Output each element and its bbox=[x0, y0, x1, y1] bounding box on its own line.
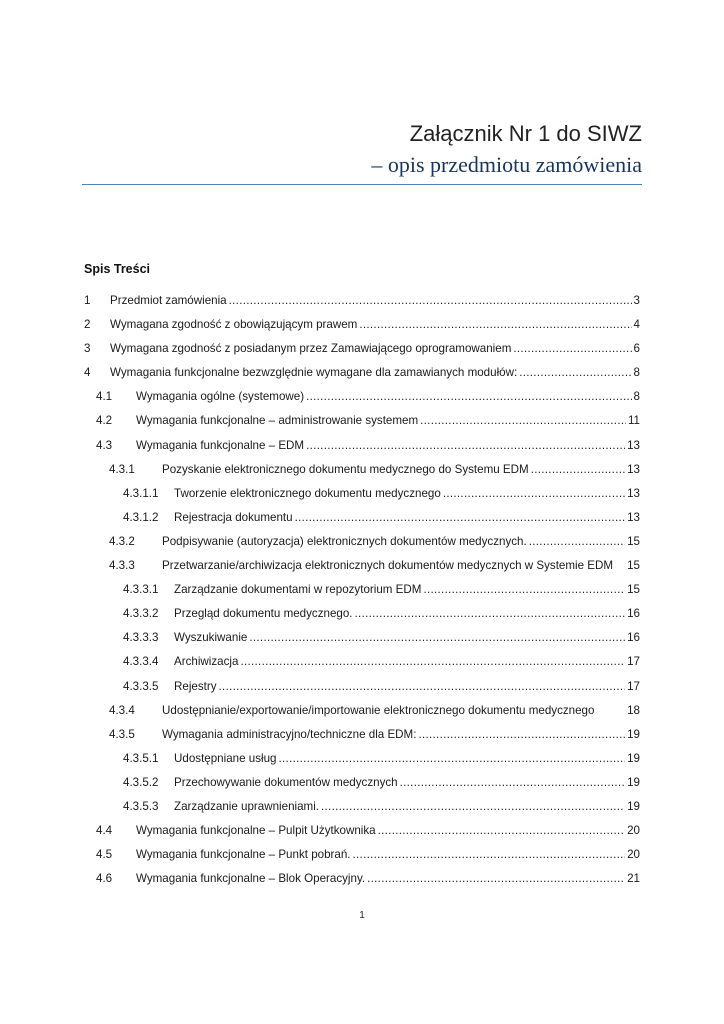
toc-entry-label: Wymagania funkcjonalne bezwzględnie wymagane dla zamawianych modułów: bbox=[110, 366, 518, 380]
toc-entry-number: 4.3.5.2 bbox=[123, 775, 159, 789]
toc-entry-label: Wymagania funkcjonalne – EDM bbox=[136, 438, 305, 452]
toc-entry[interactable] bbox=[84, 342, 640, 366]
toc-leader-dots bbox=[321, 800, 625, 813]
toc-entry-label: Wymagana zgodność z posiadanym przez Zamawiającego oprogramowaniem bbox=[110, 342, 512, 356]
toc-entry[interactable] bbox=[84, 487, 640, 511]
toc-entry-label: Tworzenie elektronicznego dokumentu medycznego bbox=[174, 486, 441, 500]
toc-entry-label: Rejestracja dokumentu bbox=[174, 510, 293, 524]
toc-entry-label: Wymagania ogólne (systemowe) bbox=[136, 390, 305, 404]
toc-leader-dots bbox=[306, 390, 631, 403]
toc-entry-label: Zarządzanie dokumentami w repozytorium EDM bbox=[174, 583, 422, 597]
toc-entry-page: 6 bbox=[633, 342, 640, 356]
toc-entry[interactable] bbox=[84, 366, 640, 390]
toc-entry-label: Archiwizacja bbox=[174, 655, 239, 669]
toc-leader-dots bbox=[359, 318, 631, 331]
toc-entry-number: 4 bbox=[84, 366, 91, 380]
toc-entry-page: 17 bbox=[627, 679, 640, 693]
toc-entry-label: Przetwarzanie/archiwizacja elektronicznych dokumentów medycznych w Systemie EDM bbox=[162, 559, 614, 573]
page-number: 1 bbox=[359, 910, 365, 921]
toc-entry-number: 4.3 bbox=[96, 438, 113, 452]
toc-leader-dots bbox=[353, 848, 626, 861]
toc-entry[interactable] bbox=[84, 294, 640, 318]
toc-leader-dots bbox=[219, 680, 626, 693]
toc-entry[interactable] bbox=[84, 463, 640, 487]
toc-entry[interactable] bbox=[84, 680, 640, 704]
toc-leader-dots bbox=[519, 366, 631, 379]
toc-entry[interactable] bbox=[84, 848, 640, 872]
toc-entry-number: 4.3.4 bbox=[109, 703, 135, 717]
toc-entry[interactable] bbox=[84, 728, 640, 752]
toc-leader-dots bbox=[529, 535, 625, 548]
toc-entry[interactable] bbox=[84, 607, 640, 631]
toc-entry-page: 20 bbox=[627, 824, 640, 838]
toc-entry-number: 4.6 bbox=[96, 872, 113, 886]
toc-entry-number: 4.5 bbox=[96, 848, 113, 862]
header-divider bbox=[82, 184, 642, 185]
toc-entry-page: 19 bbox=[627, 775, 640, 789]
toc-entry-label: Udostępniane usług bbox=[174, 751, 277, 765]
toc-entry-number: 4.3.5.3 bbox=[123, 799, 159, 813]
toc-leader-dots bbox=[531, 463, 625, 476]
document-subtitle: – opis przedmiotu zamówienia bbox=[371, 152, 642, 177]
toc-entry-number: 4.4 bbox=[96, 824, 113, 838]
toc-entry[interactable] bbox=[84, 390, 640, 414]
toc-entry-label: Przedmiot zamówienia bbox=[110, 294, 227, 307]
toc-entry-page: 18 bbox=[627, 703, 640, 717]
document-title: Załącznik Nr 1 do SIWZ bbox=[409, 121, 642, 146]
toc-entry-label: Przechowywanie dokumentów medycznych bbox=[174, 775, 398, 789]
toc-entry-number: 4.3.3 bbox=[109, 559, 135, 573]
toc-entry-number: 4.3.1.1 bbox=[123, 486, 159, 500]
toc-entry-number: 1 bbox=[84, 294, 91, 307]
toc-entry-label: Wymagania funkcjonalne – Blok Operacyjny. bbox=[136, 872, 366, 886]
toc-entry-page: 21 bbox=[627, 872, 640, 886]
toc-leader-dots bbox=[420, 414, 626, 427]
toc-entry-page: 13 bbox=[627, 462, 640, 476]
toc-entry-label: Wymagania administracyjno/techniczne dla EDM: bbox=[162, 727, 417, 741]
toc-entry[interactable] bbox=[84, 655, 640, 679]
toc-entry-page: 17 bbox=[627, 655, 640, 669]
toc-entry-page: 8 bbox=[633, 390, 640, 404]
toc-entry[interactable] bbox=[84, 559, 640, 583]
toc-leader-dots bbox=[443, 487, 625, 500]
toc-entry-page: 19 bbox=[627, 799, 640, 813]
toc-leader-dots bbox=[355, 607, 626, 620]
toc-entry[interactable] bbox=[84, 752, 640, 776]
toc-leader-dots bbox=[279, 752, 626, 765]
toc-leader-dots bbox=[367, 872, 625, 885]
toc-entry-number: 4.3.3.4 bbox=[123, 655, 159, 669]
toc-entry-page: 13 bbox=[627, 438, 640, 452]
toc-entry-label: Zarządzanie uprawnieniami. bbox=[174, 799, 319, 813]
toc-entry-page: 11 bbox=[627, 414, 640, 428]
toc-entry-page: 15 bbox=[627, 583, 640, 597]
toc-entry[interactable] bbox=[84, 704, 640, 728]
toc-entry[interactable] bbox=[84, 583, 640, 607]
toc-entry-page: 8 bbox=[633, 366, 640, 380]
toc-leader-dots bbox=[249, 631, 625, 644]
toc-entry-number: 2 bbox=[84, 318, 91, 332]
toc-heading: Spis Treści bbox=[84, 262, 151, 276]
toc-entry-number: 4.2 bbox=[96, 414, 113, 428]
document-header bbox=[371, 120, 642, 180]
toc-entry-page: 16 bbox=[627, 607, 640, 621]
toc-entry-label: Wyszukiwanie bbox=[174, 631, 248, 645]
toc-leader-dots bbox=[418, 728, 625, 741]
toc-entry-page: 19 bbox=[627, 751, 640, 765]
toc-leader-dots bbox=[240, 655, 625, 668]
table-of-contents bbox=[84, 294, 640, 896]
toc-entry-page: 15 bbox=[627, 534, 640, 548]
toc-entry[interactable] bbox=[84, 776, 640, 800]
toc-entry-label: Pozyskanie elektronicznego dokumentu medycznego do Systemu EDM bbox=[162, 462, 529, 476]
toc-leader-dots bbox=[423, 583, 625, 596]
toc-entry-page: 13 bbox=[627, 486, 640, 500]
toc-entry-page: 15 bbox=[627, 559, 640, 573]
toc-entry[interactable] bbox=[84, 800, 640, 824]
toc-entry-number: 4.3.3.3 bbox=[123, 631, 159, 645]
toc-entry-number: 4.3.1.2 bbox=[123, 510, 159, 524]
toc-entry-page: 16 bbox=[627, 631, 640, 645]
toc-entry-page: 20 bbox=[627, 848, 640, 862]
toc-entry-page: 3 bbox=[633, 294, 640, 307]
toc-entry-number: 4.3.5.1 bbox=[123, 751, 159, 765]
toc-entry-page: 13 bbox=[627, 510, 640, 524]
toc-entry-number: 4.1 bbox=[96, 390, 113, 404]
toc-entry-label: Wymagana zgodność z obowiązującym prawem bbox=[110, 318, 358, 332]
toc-leader-dots bbox=[400, 776, 625, 789]
toc-entry-number: 4.3.3.1 bbox=[123, 583, 159, 597]
toc-leader-dots bbox=[295, 511, 626, 524]
toc-leader-dots bbox=[378, 824, 625, 837]
toc-entry-number: 4.3.3.2 bbox=[123, 607, 159, 621]
toc-entry-page: 4 bbox=[633, 318, 640, 332]
toc-entry-label: Podpisywanie (autoryzacja) elektronicznych dokumentów medycznych. bbox=[162, 534, 527, 548]
toc-entry[interactable] bbox=[84, 631, 640, 655]
toc-entry-number: 4.3.3.5 bbox=[123, 679, 159, 693]
toc-entry-label: Udostępnianie/exportowanie/importowanie elektronicznego dokumentu medycznego bbox=[162, 703, 595, 717]
toc-entry-label: Przegląd dokumentu medycznego. bbox=[174, 607, 353, 621]
toc-leader-dots bbox=[229, 294, 632, 307]
toc-entry[interactable] bbox=[84, 511, 640, 535]
toc-entry[interactable] bbox=[84, 318, 640, 342]
toc-entry[interactable] bbox=[84, 535, 640, 559]
toc-entry[interactable] bbox=[84, 824, 640, 848]
toc-entry-page: 19 bbox=[627, 727, 640, 741]
toc-entry-number: 4.3.5 bbox=[109, 727, 135, 741]
toc-entry[interactable] bbox=[84, 439, 640, 463]
toc-leader-dots bbox=[513, 342, 631, 355]
toc-entry[interactable] bbox=[84, 872, 640, 896]
toc-entry-label: Wymagania funkcjonalne – Punkt pobrań. bbox=[136, 848, 351, 862]
toc-entry-number: 4.3.2 bbox=[109, 534, 135, 548]
toc-entry[interactable] bbox=[84, 414, 640, 438]
toc-entry-number: 3 bbox=[84, 342, 91, 356]
toc-leader-dots bbox=[306, 439, 625, 452]
toc-entry-label: Wymagania funkcjonalne – administrowanie systemem bbox=[136, 414, 419, 428]
toc-entry-label: Wymagania funkcjonalne – Pulpit Użytkownika bbox=[136, 824, 376, 838]
toc-entry-number: 4.3.1 bbox=[109, 462, 135, 476]
toc-entry-label: Rejestry bbox=[174, 679, 217, 693]
